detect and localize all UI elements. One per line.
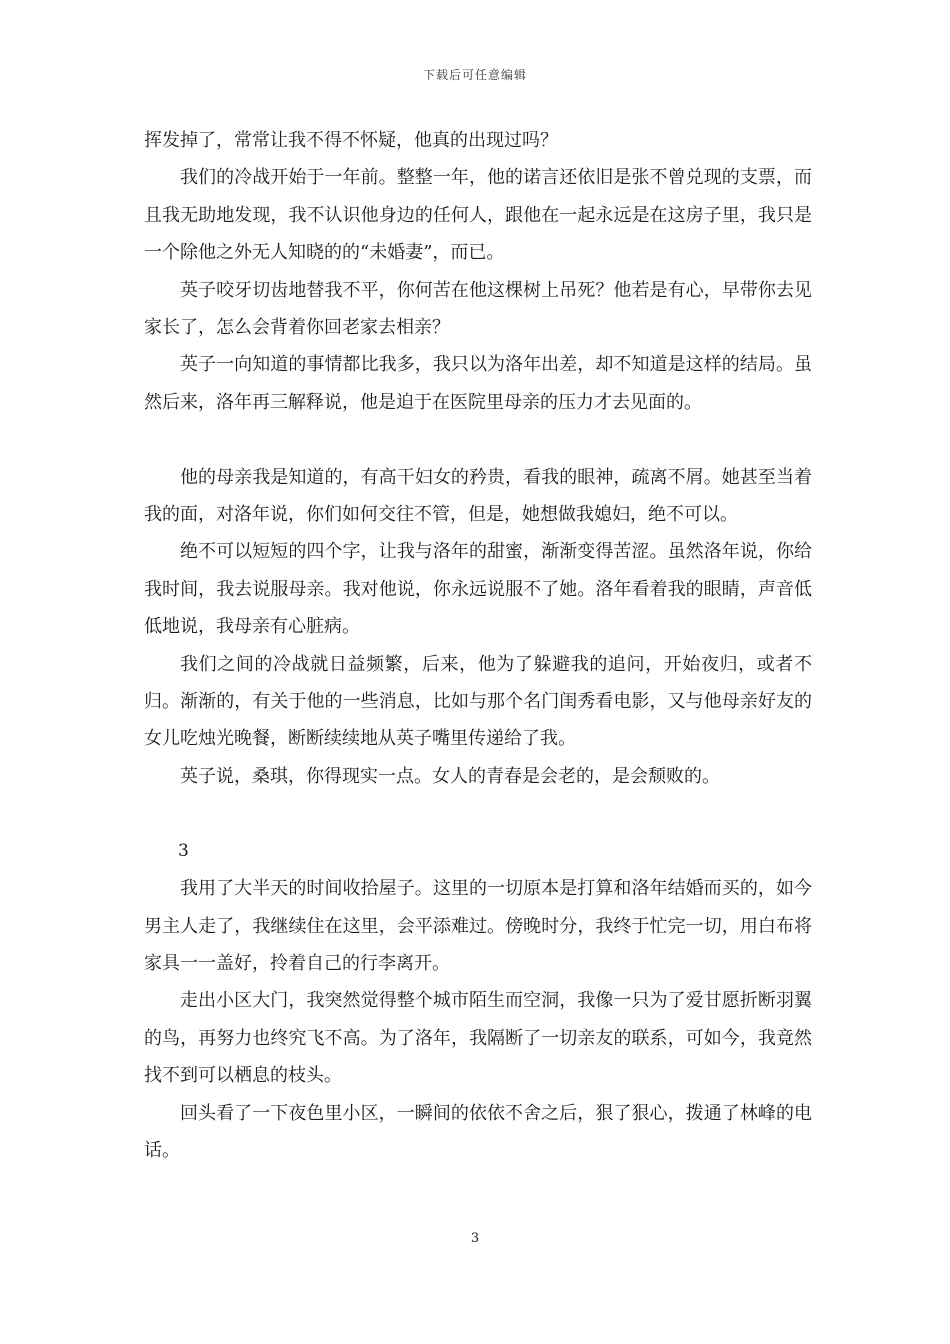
document-body [144, 122, 812, 1169]
paragraph-spacer [144, 421, 812, 458]
paragraph: 英子咬牙切齿地替我不平，你何苦在他这棵树上吊死？他若是有心，早带你去见家长了，怎么会背着你回老家去相亲？ [144, 279, 812, 339]
page-number: 3 [470, 1231, 480, 1246]
paragraph-spacer [144, 795, 812, 832]
paragraph: 走出小区大门，我突然觉得整个城市陌生而空洞，我像一只为了爱甘愿折断羽翼的鸟，再努力也终究飞不高。为了洛年，我隔断了一切亲友的联系，可如今，我竟然找不到可以栖息的枝头。 [144, 990, 812, 1087]
paragraph: 我们之间的冷战就日益频繁，后来，他为了躲避我的追问，开始夜归，或者不归。渐渐的，有关于他的一些消息，比如与那个名门闺秀看电影，又与他母亲好友的女儿吃烛光晚餐，断断续续地从英子嘴里传递给了我。 [144, 653, 812, 750]
paragraph: 英子说，桑琪，你得现实一点。女人的青春是会老的，是会颓败的。 [180, 765, 720, 787]
paragraph: 回头看了一下夜色里小区，一瞬间的依依不舍之后，狠了狠心，拨通了林峰的电话。 [144, 1102, 812, 1161]
page-header: 下载后可任意编辑 [422, 68, 527, 82]
paragraph: 他的母亲我是知道的，有高干妇女的矜贵，看我的眼神，疏离不屑。她甚至当着我的面，对洛年说，你们如何交往不管，但是，她想做我媳妇，绝不可以。 [144, 466, 812, 526]
paragraph: 我用了大半天的时间收拾屋子。这里的一切原本是打算和洛年结婚而买的，如今男主人走了，我继续住在这里，会平添难过。傍晚时分，我终于忙完一切，用白布将家具一一盖好，拎着自己的行李离开。 [144, 878, 812, 974]
paragraph: 我们的冷战开始于一年前。整整一年，他的诺言还依旧是张不曾兑现的支票，而且我无助地发现，我不认识他身边的任何人，跟他在一起永远是在这房子里，我只是一个除他之外无人知晓的的“未婚妻”，而已。 [144, 167, 812, 264]
paragraph: 英子一向知道的事情都比我多，我只以为洛年出差，却不知道是这样的结局。虽然后来，洛年再三解释说，他是迫于在医院里母亲的压力才去见面的。 [144, 354, 812, 413]
paragraph: 挥发掉了，常常让我不得不怀疑，他真的出现过吗？ [144, 130, 558, 151]
paragraph: 绝不可以短短的四个字，让我与洛年的甜蜜，渐渐变得苦涩。虽然洛年说，你给我时间，我去说服母亲。我对他说，你永远说服不了她。洛年看着我的眼睛，声音低低地说，我母亲有心脏病。 [144, 541, 812, 638]
section-number: 3 [178, 840, 189, 861]
